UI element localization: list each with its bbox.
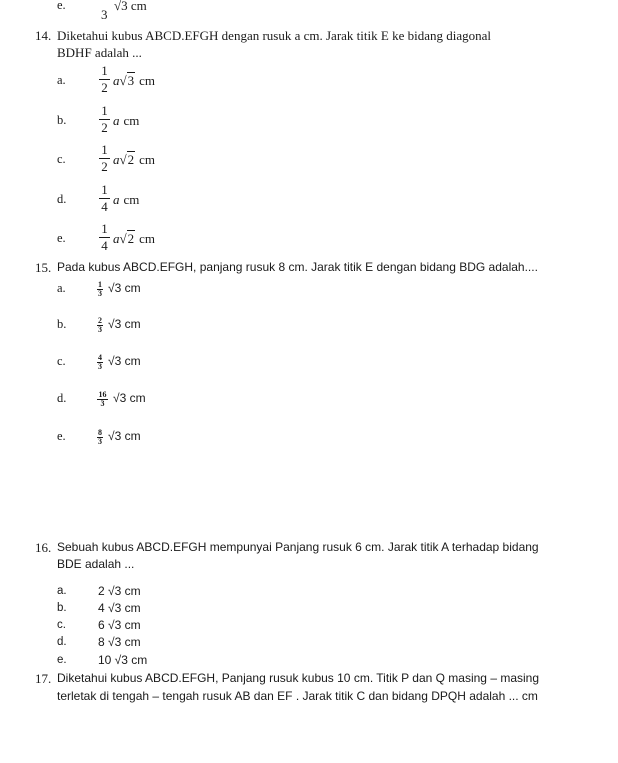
- fraction: [99, 104, 110, 135]
- fraction-denominator: 2: [101, 159, 108, 174]
- fraction: [99, 222, 110, 253]
- fraction: [97, 354, 103, 371]
- option-label: b.: [57, 113, 67, 127]
- question-number: 17.: [35, 671, 52, 686]
- option-value: √3 cm: [108, 317, 141, 331]
- option-value: √3 cm: [108, 429, 141, 443]
- fraction-denominator: 2: [101, 80, 108, 95]
- unit: cm: [139, 73, 156, 88]
- fraction: [97, 281, 103, 298]
- question-number: 14.: [35, 28, 52, 43]
- fraction-numerator: 16: [98, 390, 107, 399]
- variable: a: [113, 73, 120, 88]
- option-label: d.: [57, 636, 67, 648]
- variable: a: [113, 231, 120, 246]
- option-value: 10 √3 cm: [98, 653, 148, 667]
- question-text-line1: Sebuah kubus ABCD.EFGH mempunyai Panjang rusuk 6 cm. Jarak titik A terhadap bidang: [57, 540, 539, 554]
- radical-sign: √: [119, 231, 127, 246]
- fraction-numerator: 1: [101, 182, 108, 197]
- question-number: 16.: [35, 540, 52, 555]
- fraction: [97, 429, 103, 446]
- option-label: e.: [57, 231, 66, 245]
- option-label: a.: [57, 73, 66, 87]
- option-label: a.: [57, 281, 66, 295]
- unit: cm: [139, 231, 156, 246]
- option-expression: [113, 191, 139, 208]
- option-expression: [113, 112, 139, 129]
- option-value: 4 √3 cm: [98, 601, 141, 615]
- question-text-line2: terletak di tengah – tengah rusuk AB dan EF . Jarak titik C dan bidang DPQH adalah ... cm: [57, 689, 538, 703]
- option-label: d.: [57, 391, 67, 405]
- fraction-numerator: 8: [98, 428, 102, 437]
- option-label: d.: [57, 192, 67, 206]
- option-label: e.: [57, 429, 66, 443]
- option-expression: [113, 72, 155, 89]
- option-label: e.: [57, 654, 67, 666]
- option-value: 2 √3 cm: [98, 584, 141, 598]
- fraction-numerator: 1: [98, 280, 102, 289]
- fraction: [97, 391, 108, 408]
- option-tail: √3 cm: [114, 0, 147, 13]
- option-label: c.: [57, 619, 66, 631]
- unit: cm: [123, 192, 140, 207]
- option-expression: [113, 151, 155, 168]
- fraction: [97, 317, 103, 334]
- fraction-denominator: 2: [101, 120, 108, 135]
- fraction-numerator: 1: [101, 142, 108, 157]
- option-expression: [113, 230, 155, 247]
- question-number: 15.: [35, 260, 52, 275]
- option-label: c.: [57, 152, 66, 166]
- radicand: 2: [127, 152, 135, 167]
- fraction-denominator: 3: [98, 325, 102, 334]
- radical-sign: √: [119, 152, 127, 167]
- option-label: b.: [57, 602, 67, 614]
- option-value: √3 cm: [108, 354, 141, 368]
- fraction-denominator: 3: [101, 7, 108, 22]
- fraction-numerator: 1: [101, 221, 108, 236]
- question-text-line1: Diketahui kubus ABCD.EFGH, Panjang rusuk kubus 10 cm. Titik P dan Q masing – masing: [57, 671, 540, 685]
- fraction: [99, 143, 110, 174]
- option-label: c.: [57, 354, 66, 368]
- variable: a: [113, 192, 120, 207]
- option-label: a.: [57, 585, 67, 597]
- radicand: 2: [127, 231, 135, 246]
- question-text-line1: Diketahui kubus ABCD.EFGH dengan rusuk a cm. Jarak titik E ke bidang diagonal: [57, 28, 491, 43]
- fraction-denominator: 3: [100, 399, 105, 408]
- fraction-denominator: 3: [98, 362, 102, 371]
- fraction-denominator: 3: [98, 437, 102, 446]
- option-value: 6 √3 cm: [98, 618, 141, 632]
- fraction: [99, 64, 110, 95]
- fraction: [99, 183, 110, 214]
- variable: a: [113, 113, 120, 128]
- option-value: √3 cm: [108, 281, 141, 295]
- option-label: e.: [57, 0, 66, 12]
- fraction-denominator: 3: [98, 289, 102, 298]
- question-text-line2: BDHF adalah ...: [57, 45, 142, 60]
- option-value: √3 cm: [113, 391, 146, 405]
- fraction-denominator: 4: [101, 238, 108, 253]
- question-text-line1: Pada kubus ABCD.EFGH, panjang rusuk 8 cm. Jarak titik E dengan bidang BDG adalah....: [57, 260, 538, 274]
- fraction-numerator: 1: [101, 63, 108, 78]
- unit: cm: [123, 113, 140, 128]
- unit: cm: [139, 152, 156, 167]
- fraction-numerator: 2: [98, 316, 102, 325]
- question-text-line2: BDE adalah ...: [57, 557, 135, 571]
- fraction-numerator: 1: [101, 103, 108, 118]
- option-value: 8 √3 cm: [98, 635, 141, 649]
- fraction-denominator: 4: [101, 199, 108, 214]
- radicand: 3: [127, 73, 135, 88]
- radical-sign: √: [119, 73, 127, 88]
- option-label: b.: [57, 317, 67, 331]
- fraction-numerator: 4: [98, 353, 102, 362]
- variable: a: [113, 152, 120, 167]
